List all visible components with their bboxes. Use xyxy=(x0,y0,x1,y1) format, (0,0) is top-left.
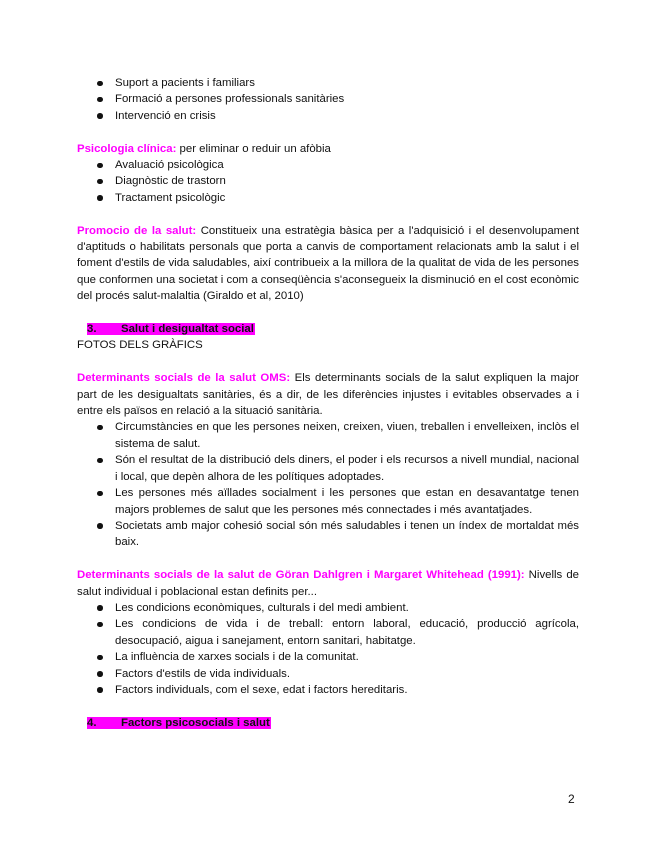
promocio-label: Promocio de la salut: xyxy=(77,224,197,237)
list-item: Les condicions de vida i de treball: entorn laboral, educació, producció agrícola, desocupació, aigua i sanejament, entorn sanitari, habitatge. xyxy=(77,616,579,649)
list-item: Formació a persones professionals sanitàries xyxy=(77,91,579,107)
section-3-heading xyxy=(77,321,579,337)
promocio-text: Constitueix una estratègia bàsica per a l'adquisició i el desenvolupament d'aptituds o habilitats personals que porta a canvis de comportament relacionats amb la salut i el foment d'estils de vida saludables, així contribueix a la millora de la qualitat de vida de les persones que conformen una societat i com a conseqüència s'aconsegueix la disminució en el cost econòmic del procés salut-malaltia (Giraldo et al, 2010) xyxy=(77,224,579,303)
list-item: Les condicions econòmiques, culturals i del medi ambient. xyxy=(77,600,579,616)
list-item: Tractament psicològic xyxy=(77,190,579,206)
list-item: Les persones més aïllades socialment i les persones que estan en desavantatge tenen majors problemes de salut que les persones més connectades i més avantatjades. xyxy=(77,485,579,518)
psicologia-text: per eliminar o reduir un afòbia xyxy=(176,142,331,155)
psicologia-list xyxy=(77,157,579,206)
oms-list xyxy=(77,419,579,550)
dahlgren-list xyxy=(77,600,579,698)
oms-paragraph xyxy=(77,370,579,419)
page-content xyxy=(77,75,579,731)
list-item: Intervenció en crisis xyxy=(77,108,579,124)
list-item: Societats amb major cohesió social són més saludables i tenen un índex de mortaldat més baix. xyxy=(77,518,579,551)
dahlgren-label: Determinants socials de la salut de Göran Dahlgren i Margaret Whitehead (1991): xyxy=(77,569,525,582)
section-3-number: 3. xyxy=(87,323,97,336)
fotos-label: FOTOS DELS GRÀFICS xyxy=(77,339,203,352)
list-item: Circumstàncies en que les persones neixen, creixen, viuen, treballen i envelleixen, inclòs el sistema de salut. xyxy=(77,419,579,452)
list-item: Factors d'estils de vida individuals. xyxy=(77,666,579,682)
oms-text: Els determinants socials de la salut expliquen la major part de les desigualtats sanitàries, és a dir, de les diferències injustes i evitables observades a i entre els països en relació a la situació sanitària. xyxy=(77,372,579,418)
dahlgren-paragraph xyxy=(77,567,579,600)
list-item: Avaluació psicològica xyxy=(77,157,579,173)
section-4-number: 4. xyxy=(87,716,97,729)
dahlgren-text: Nivells de salut individual i poblacional estan definits per... xyxy=(77,569,579,598)
list-item: Suport a pacients i familiars xyxy=(77,75,579,91)
section-3-title: Salut i desigualtat social xyxy=(121,323,254,336)
list-item: La influència de xarxes socials i de la comunitat. xyxy=(77,649,579,665)
section-4-title: Factors psicosocials i salut xyxy=(121,716,270,729)
top-list xyxy=(77,75,579,124)
list-item: Són el resultat de la distribució dels diners, el poder i els recursos a nivell mundial, nacional i local, que depèn alhora de les polítiques adoptades. xyxy=(77,452,579,485)
list-item: Factors individuals, com el sexe, edat i factors hereditaris. xyxy=(77,682,579,698)
oms-label: Determinants socials de la salut OMS: xyxy=(77,372,291,385)
section-4-heading xyxy=(77,715,579,731)
list-item: Diagnòstic de trastorn xyxy=(77,173,579,189)
psicologia-label: Psicologia clínica: xyxy=(77,142,177,155)
promocio-paragraph xyxy=(77,223,579,305)
psicologia-paragraph xyxy=(77,141,579,157)
page-number: 2 xyxy=(568,792,575,806)
